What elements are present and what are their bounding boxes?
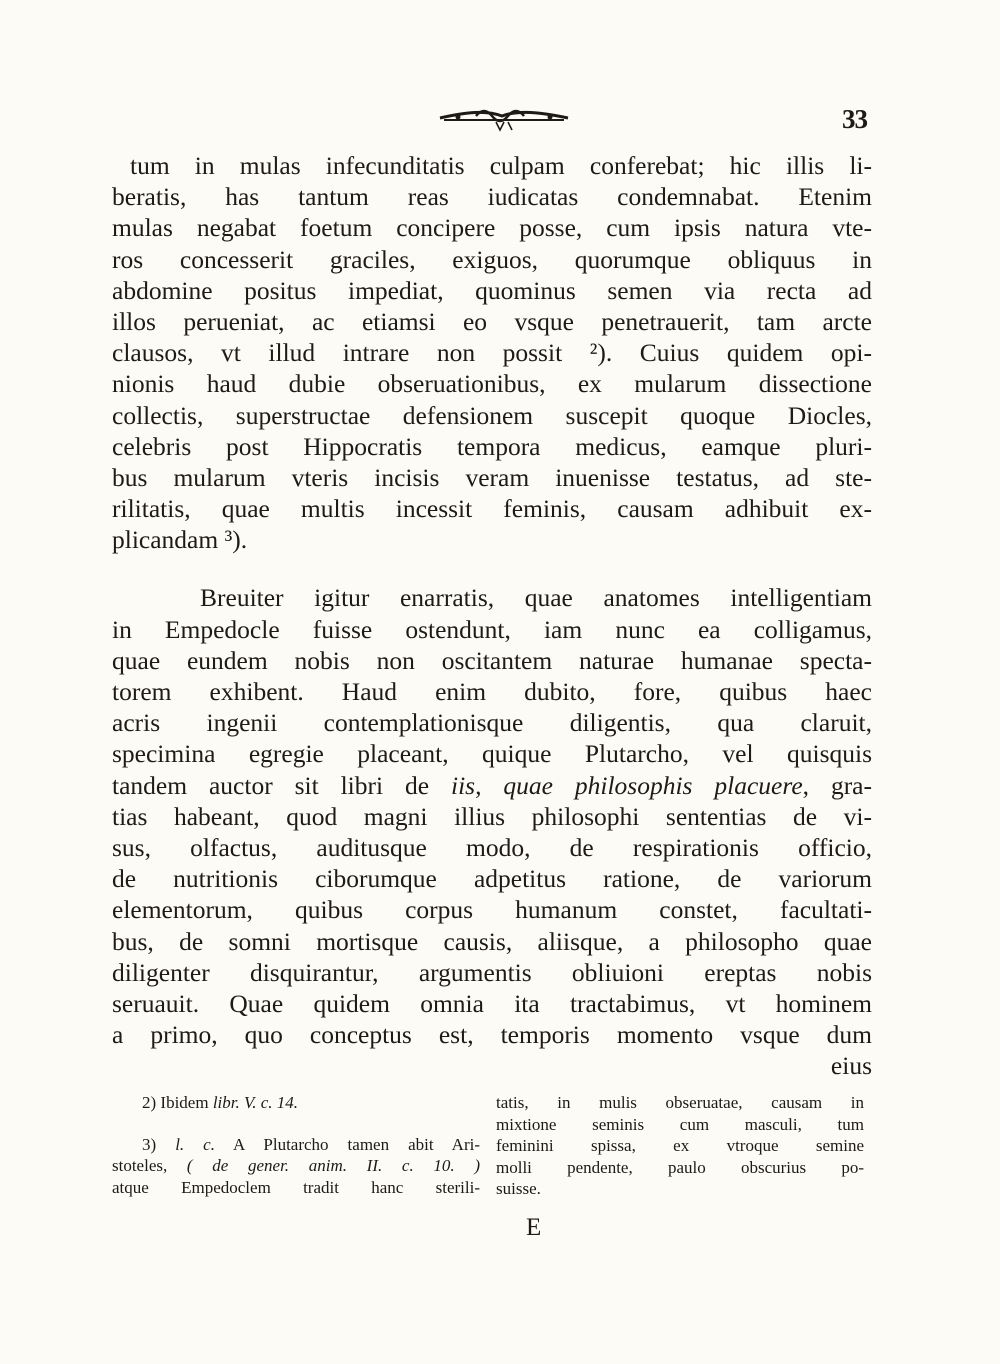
text-run: 2) Ibidem (142, 1093, 213, 1112)
text-line: beratis, has tantum reas iudicatas condemnabat. Etenim (112, 182, 872, 212)
text-run: A Plutarcho tamen abit Ari- (214, 1134, 480, 1154)
text-line: plicandam ³). (112, 525, 248, 555)
text-line: bus, de somni mortisque causis, aliisque, a philosopho quae (112, 926, 872, 956)
catchword: eius (830, 1051, 872, 1081)
text-line: Breuiter igitur enarratis, quae anatomes intelligentiam (200, 583, 872, 613)
text-line: acris ingenii contemplationisque diligentis, qua claruit, (112, 708, 872, 738)
text-line: mulas negabat foetum concipere posse, cum ipsis natura vte- (112, 213, 872, 243)
footnote-column-left (112, 1092, 480, 1198)
page-number: 33 (842, 104, 867, 134)
text-run: tandem auctor sit libri de (112, 770, 451, 800)
text-line: tum in mulas infecunditatis culpam conferebat; hic illis li- (130, 151, 872, 180)
text-run: stoteles, (112, 1156, 187, 1175)
text-line: illos perueniat, ac etiamsi eo vsque penetrauerit, tam arcte (112, 306, 872, 336)
text-line: torem exhibent. Haud enim dubito, fore, quibus haec (112, 677, 872, 706)
text-run: , gra- (802, 770, 872, 800)
footnote-3-line: feminini spissa, ex vtroque semine (496, 1136, 864, 1155)
text-line: sus, olfactus, auditusque modo, de respirationis officio, (112, 832, 872, 862)
book-title: iis, quae philosophis placuere (451, 770, 803, 800)
text-line: a primo, quo conceptus est, temporis momento vsque dum (112, 1020, 872, 1050)
text-line: seruauit. Quae quidem omnia ita tractabimus, vt hominem (112, 988, 872, 1018)
footnote-2 (112, 1092, 480, 1114)
citation: ( de gener. anim. II. c. 10. ) (186, 1156, 480, 1175)
footnote-column-right (496, 1092, 864, 1200)
text-line: ros concesserit graciles, exiguos, quorumque obliquus in (112, 244, 872, 274)
text-line: de nutritionis ciborumque adpetitus ratione, de variorum (112, 864, 872, 894)
text-line: clausos, vt illud intrare non possit ²). Cuius quidem opi- (112, 338, 872, 368)
signature-mark: E (526, 1214, 542, 1241)
footnote-3-line: molli pendente, paulo obscurius po- (496, 1157, 864, 1177)
text-line (112, 770, 872, 801)
text-line: abdomine positus impediat, quominus semen via recta ad (112, 275, 872, 305)
footnote-3-line: tatis, in mulis obseruatae, causam in (496, 1093, 864, 1112)
text-line: quae eundem nobis non oscitantem naturae humanae specta- (112, 645, 872, 675)
text-line: rilitatis, quae multis incessit feminis, causam adhibuit ex- (112, 494, 872, 524)
text-line: collectis, superstructae defensionem suscepit quoque Diocles, (112, 400, 872, 430)
footnote-3-line (112, 1155, 480, 1177)
text-line: bus mularum vteris incisis veram inuenisse testatus, ad ste- (112, 462, 872, 492)
text-line: specimina egregie placeant, quique Plutarcho, vel quisquis (112, 739, 872, 769)
text-line: celebris post Hippocratis tempora medicus, eamque pluri- (112, 431, 872, 461)
main-text (112, 150, 872, 1081)
citation: l. c. (175, 1134, 215, 1154)
footnote-3-line: atque Empedoclem tradit hanc sterili- (112, 1177, 480, 1197)
text-line: diligenter disquirantur, argumentis obliuioni ereptas nobis (112, 957, 872, 987)
ornament-rule-icon (436, 104, 572, 132)
footnote-3-line: mixtione seminis cum masculi, tum (496, 1114, 864, 1134)
text-line: elementorum, quibus corpus humanum constet, facultati- (112, 895, 872, 925)
text-line: in Empedocle fuisse ostendunt, iam nunc ea colligamus, (112, 614, 872, 644)
text-line: nionis haud dubie obseruationibus, ex mularum dissectione (112, 369, 872, 399)
text-line: tias habeant, quod magni illius philosophi sententias de vi- (112, 801, 872, 831)
citation: libr. V. c. 14. (212, 1093, 298, 1112)
footnote-3-line: suisse. (496, 1179, 541, 1198)
text-run: 3) (142, 1134, 176, 1154)
paragraph-gap (112, 555, 872, 582)
footnote-3-line (112, 1134, 480, 1156)
footnote-gap (112, 1114, 480, 1134)
